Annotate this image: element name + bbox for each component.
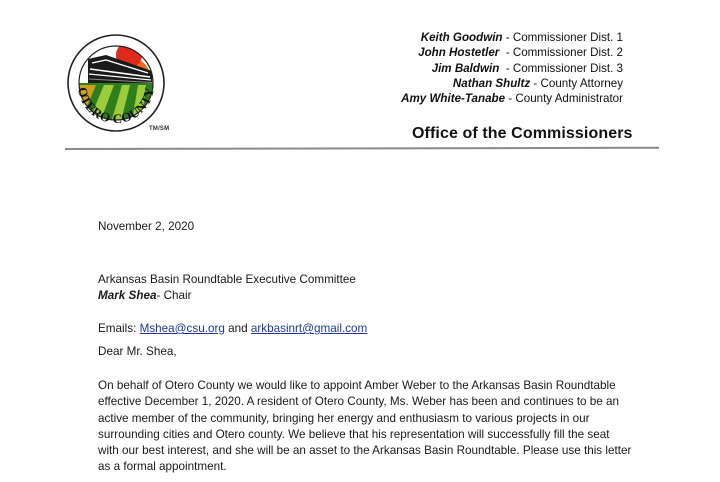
paragraph-line: On behalf of Otero County we would like to appoint Amber Weber to the Arkansas Basin Roundtable bbox=[98, 379, 616, 392]
staff-row: John Hostetler - Commissioner Dist. 2 bbox=[418, 46, 623, 60]
paragraph-line: as a formal appointment. bbox=[98, 460, 227, 474]
otero-county-logo bbox=[66, 33, 166, 133]
email-link-mshea[interactable]: Mshea@csu.org bbox=[139, 322, 225, 335]
staff-row: Jim Baldwin - Commissioner Dist. 3 bbox=[431, 61, 623, 75]
letter-date: November 2, 2020 bbox=[98, 220, 195, 233]
body-paragraph bbox=[98, 378, 632, 476]
office-title: Office of the Commissioners bbox=[412, 125, 633, 142]
salutation: Dear Mr. Shea, bbox=[98, 345, 177, 358]
recipient-line bbox=[98, 288, 192, 304]
staff-list bbox=[401, 30, 623, 106]
staff-row: Keith Goodwin - Commissioner Dist. 1 bbox=[420, 31, 623, 44]
paragraph-line: effective December 1, 2020. A resident of Otero County, Ms. Weber has been and continues to be an bbox=[98, 395, 620, 409]
paragraph-line: surrounding cities and Otero county. We believe that his representation will successfully fill the seat bbox=[98, 427, 610, 441]
paragraph-line: active member of the community, bringing her energy and enthusiasm to various projects in our bbox=[98, 411, 590, 425]
paragraph-line: with our best interest, and she will be an asset to the Arkansas Basin Roundtable. Please use this letter bbox=[98, 444, 632, 458]
staff-row: Amy White-Tanabe - County Administrator bbox=[401, 92, 623, 106]
emails-line: Emails: Mshea@csu.org and arkbasinrt@gmail.com bbox=[98, 322, 368, 335]
recipient-organization: Arkansas Basin Roundtable Executive Committee bbox=[98, 273, 356, 286]
svg-text:OTERO COUNTY: OTERO COUNTY bbox=[74, 85, 158, 127]
recipient-role: - Chair bbox=[156, 289, 192, 302]
trademark-mark: TM/SM bbox=[149, 126, 170, 132]
header-divider bbox=[65, 147, 659, 150]
email-link-arkbasinrt[interactable]: arkbasinrt@gmail.com bbox=[250, 322, 368, 335]
staff-row: Nathan Shultz - County Attorney bbox=[452, 76, 623, 90]
recipient-name: Mark Shea bbox=[98, 289, 157, 302]
